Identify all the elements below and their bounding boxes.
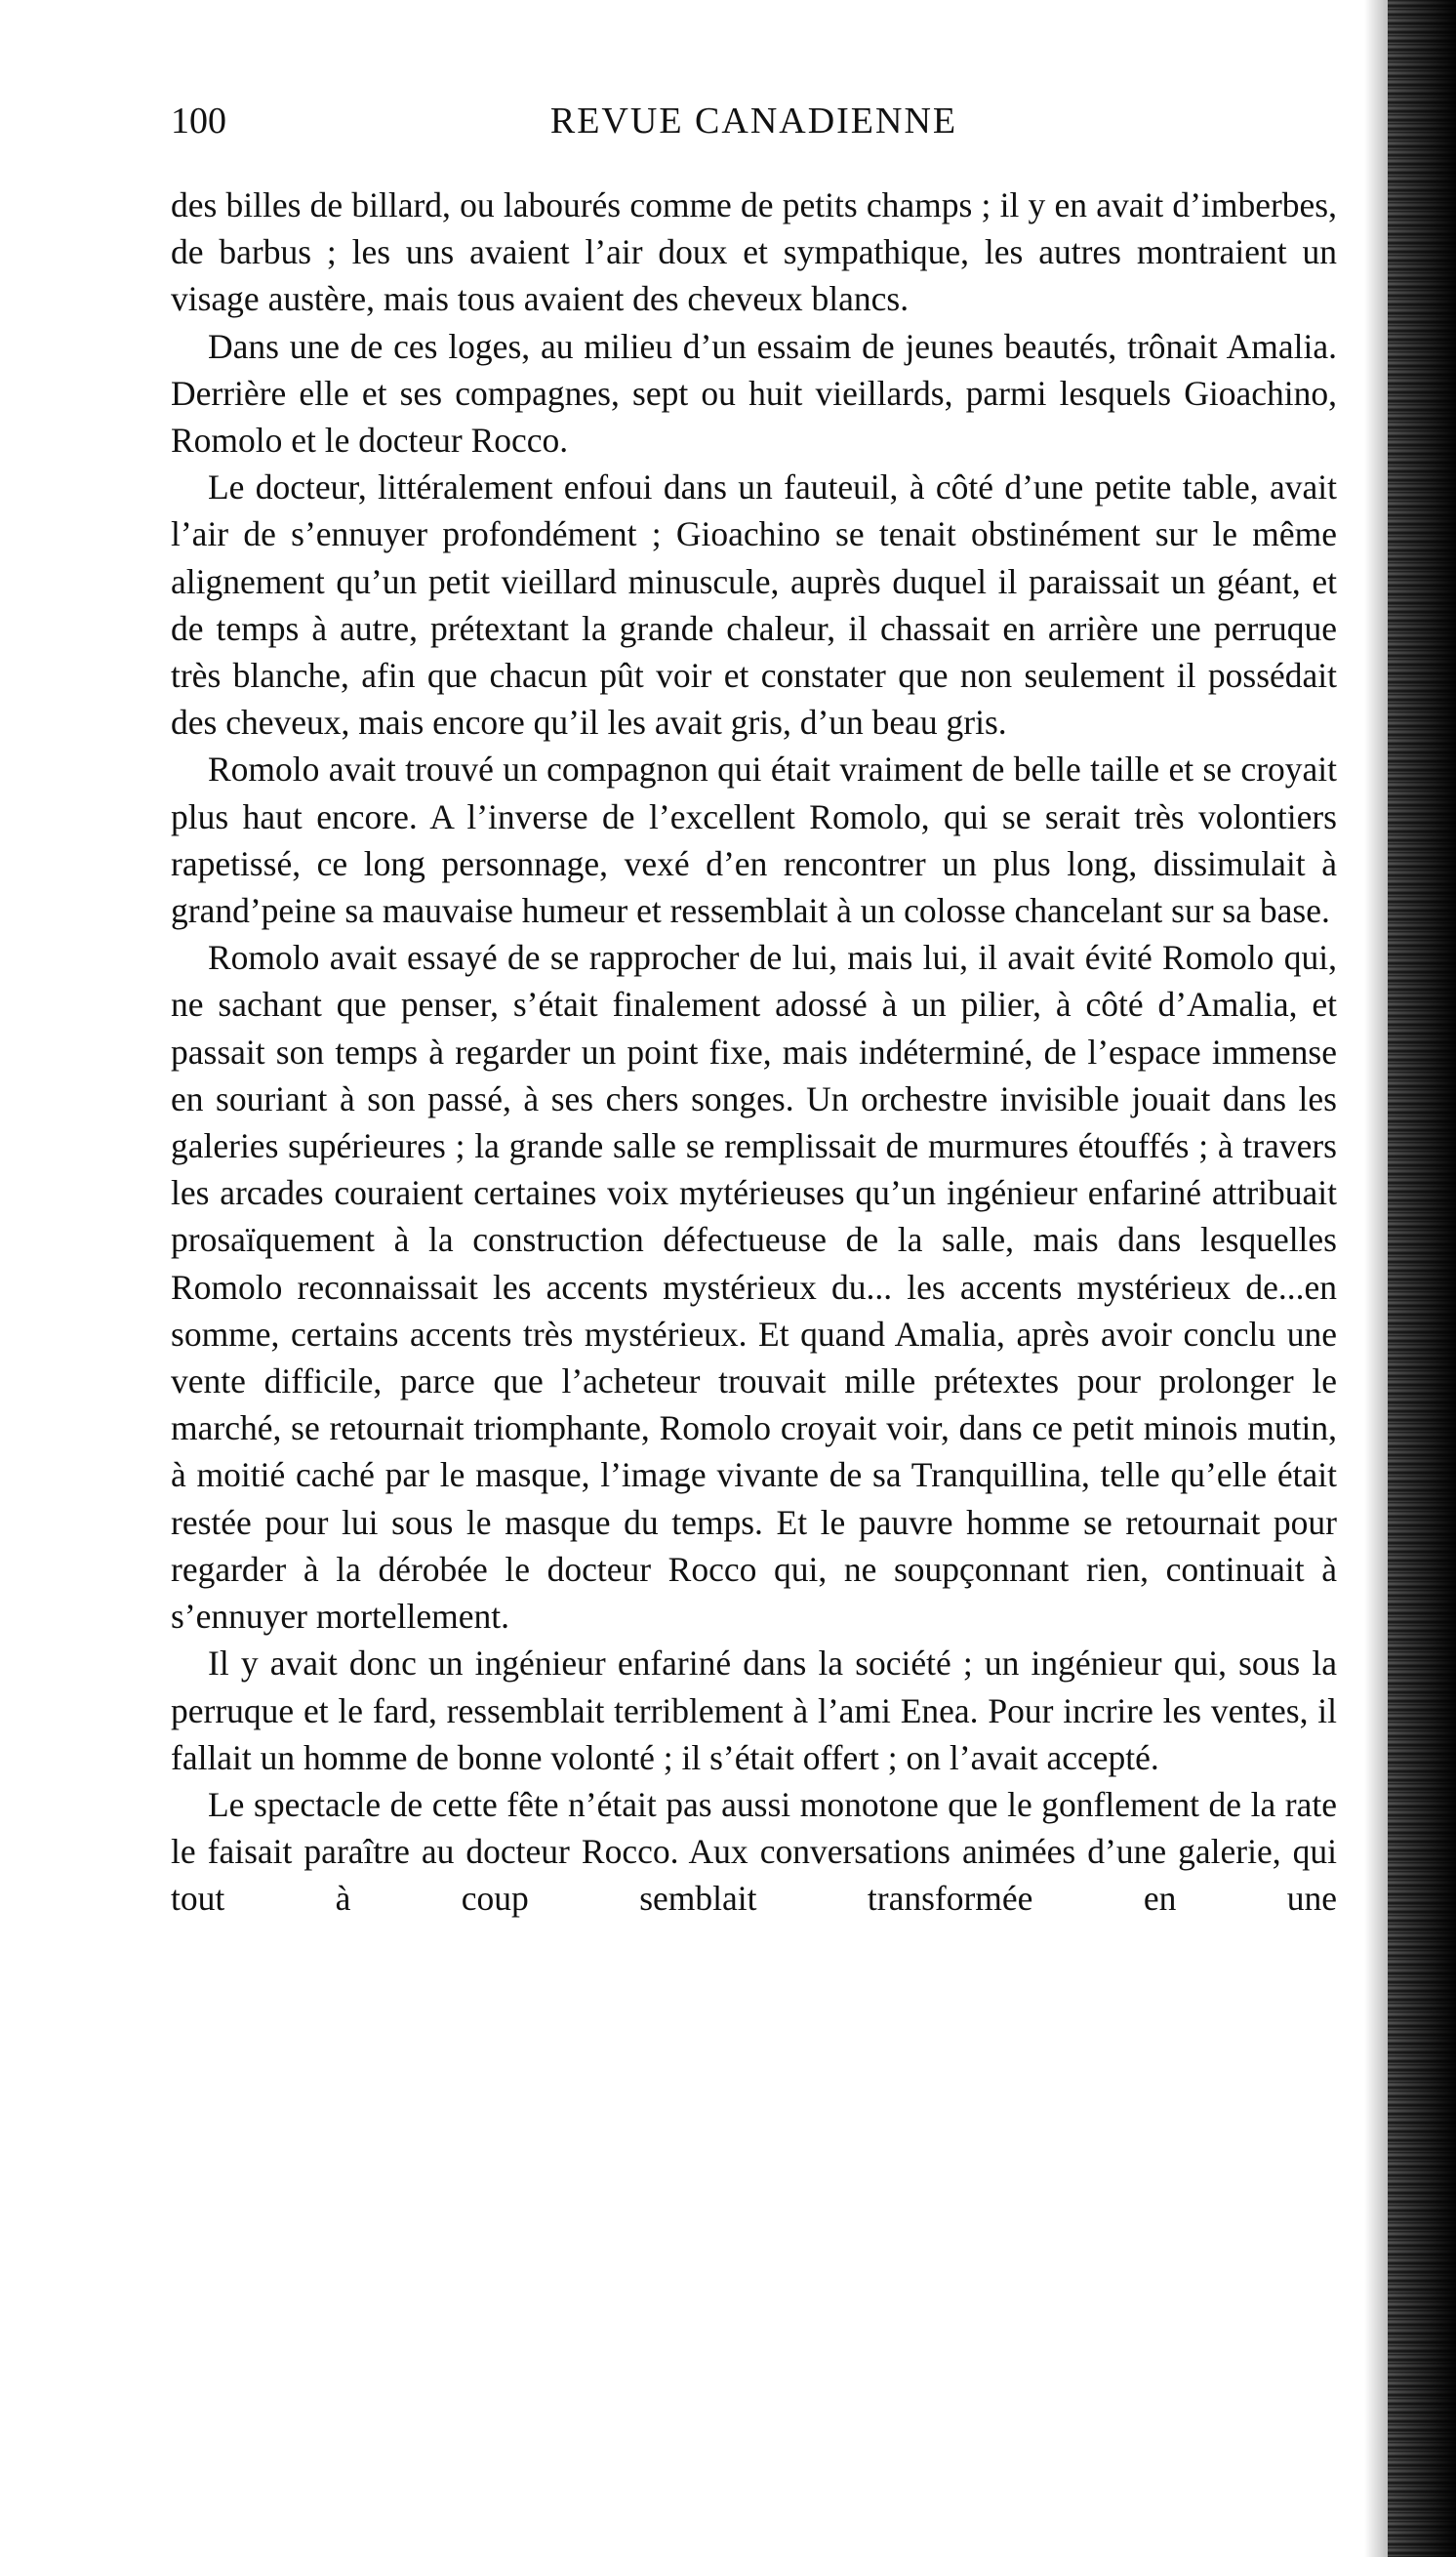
paragraph-6: Il y avait donc un ingénieur enfariné dans la société ; un ingénieur qui, sous la perruque et le fard, ressemblait terriblement à l’ami Enea. Pour incrire les ventes, il fallait un homme de bonne volonté ; il s’était offert ; on l’avait accepté. <box>171 1644 1337 1777</box>
paragraph-7: Le spectacle de cette fête n’était pas aussi monotone que le gonflement de la rate le faisait paraître au docteur Rocco. Aux conversations animées d’une galerie, qui tout à coup semblait transformée en une <box>171 1784 1337 1919</box>
page-number: 100 <box>171 101 226 142</box>
page-header <box>171 100 1337 158</box>
paragraph-4: Romolo avait trouvé un compagnon qui était vraiment de belle taille et se croyait plus haut encore. A l’inverse de l’excellent Romolo, qui se serait très volontiers rapetissé, ce long personnage, vexé d’en rencontrer un plus long, dissimulait à grand’peine sa mauvaise humeur et ressemblait à un colosse chancelant sur sa base. <box>171 750 1337 931</box>
paragraph-1: des billes de billard, ou labourés comme de petits champs ; il y en avait d’imberbes, de barbus ; les uns avaient l’air doux et sympathique, les autres montraient un visage austère, mais tous avaient des cheveux blancs. <box>171 185 1337 319</box>
book-spine-shadow <box>1388 0 1456 2557</box>
paragraph-5: Romolo avait essayé de se rapprocher de lui, mais lui, il avait évité Romolo qui, ne sachant que penser, s’était finalement adossé à un pilier, à côté d’Amalia, et passait son temps à regarder un point fixe, mais indéterminé, de l’espace immense en souriant à son passé, à ses chers songes. Un orchestre invisible jouait dans les galeries supérieures ; la grande salle se remplissait de murmures étouffés ; à travers les arcades couraient certaines voix mytérieuses qu’un ingénieur enfariné attribuait prosaïquement à la construction défectueuse de la salle, mais dans lesquelles Romolo reconnaissait les accents mystérieux du... les accents mystérieux de...en somme, certains accents très mystérieux. Et quand Amalia, après avoir conclu une vente difficile, parce que l’acheteur trouvait mille prétextes pour prolonger le marché, se retournait triomphante, Romolo croyait voir, dans ce petit minois mutin, à moitié caché par le masque, l’image vivante de sa Tranquillina, telle qu’elle était restée pour lui sous le masque du temps. Et le pauvre homme se retournait pour regarder à la dérobée le docteur Rocco qui, ne soupçonnant rien, continuait à s’ennuyer mortellement. <box>171 938 1337 1637</box>
running-head: REVUE CANADIENNE <box>549 101 958 142</box>
gutter-fade <box>1364 0 1388 2557</box>
body-text <box>171 182 1337 1923</box>
paragraph-2: Dans une de ces loges, au milieu d’un essaim de jeunes beautés, trônait Amalia. Derrière elle et ses compagnes, sept ou huit vieillards, parmi lesquels Gioachino, Romolo et le docteur Rocco. <box>171 326 1337 461</box>
paragraph-3: Le docteur, littéralement enfoui dans un fauteuil, à côté d’une petite table, avait l’air de s’ennuyer profondément ; Gioachino se tenait obstinément sur le même alignement qu’un petit vieillard minuscule, auprès duquel il paraissait un géant, et de temps à autre, prétextant la grande chaleur, il chassait en arrière une perruque très blanche, afin que chacun pût voir et constater que non seulement il possédait des cheveux, mais encore qu’il les avait gris, d’un beau gris. <box>171 467 1337 743</box>
